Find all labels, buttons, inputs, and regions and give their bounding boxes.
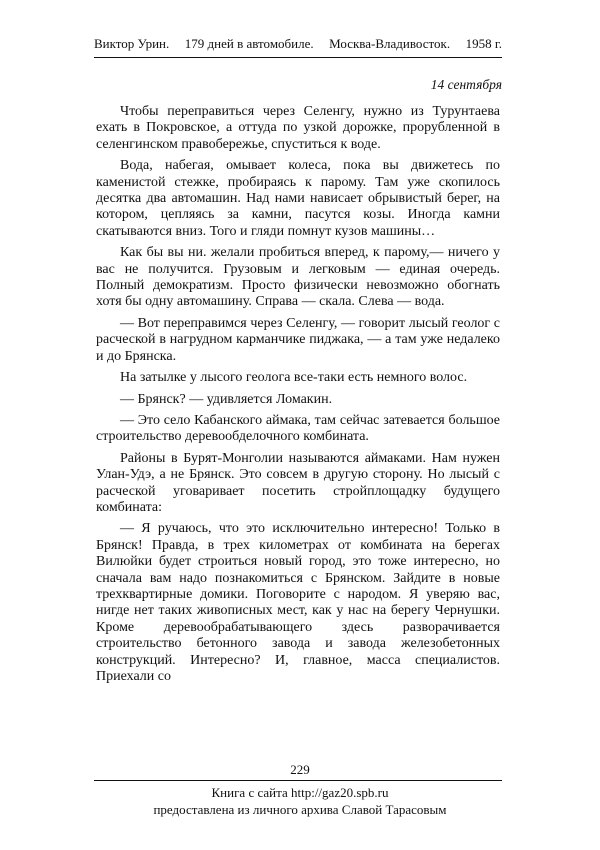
- paragraph: — Я ручаюсь, что это исключительно интересно! Только в Брянск! Правда, в трех километрах от комбината на берегах Вилюйки будет строиться новый город, это тоже интересно, но сначала вам надо познакомиться с Брянском. Зайдите в новые трехквартирные домики. Поговорите с народом. Я уверяю вас, нигде нет таких живописных мест, как у нас на берегу Чернушки. Кроме деревообрабатывающего здесь разворачивается строительство бетонного завода и завода железобетонных конструкций. Интересно? И, главное, масса специалистов. Приехали со: [96, 521, 500, 684]
- header-route: Москва-Владивосток.: [329, 36, 451, 51]
- paragraph: Чтобы переправиться через Селенгу, нужно из Турунтаева ехать в Покровское, а оттуда по узкой дорожке, прорубленной в селенгинском правобережье, спуститься к воде.: [96, 104, 500, 152]
- paragraph: — Вот переправимся через Селенгу, — говорит лысый геолог с расческой в нагрудном карманчике пиджака, — а там уже недалеко и до Брянска.: [96, 315, 500, 364]
- paragraph: — Брянск? — удивляется Ломакин.: [120, 391, 333, 407]
- header-title: 179 дней в автомобиле.: [184, 36, 314, 51]
- footer-credit-line: предоставлена из личного архива Славой Тарасовым: [153, 802, 447, 817]
- footer-source-line: Книга с сайта http://gaz20.spb.ru: [211, 785, 389, 800]
- paragraph: Районы в Бурят-Монголии называются аймаками. Нам нужен Улан-Удэ, а не Брянск. Это совсем в другую сторону. Но лысый с расческой уговаривает посетить стройплощадку будущего комбината:: [96, 450, 500, 515]
- paragraph: — Это село Кабанского аймака, там сейчас затевается большое строительство деревообделочного комбината.: [96, 412, 500, 445]
- header-author: Виктор Урин.: [94, 36, 170, 51]
- footer-divider: [94, 780, 502, 781]
- header-divider: [94, 57, 502, 58]
- entry-date: 14 сентября: [430, 77, 502, 92]
- page-number: 229: [290, 762, 310, 777]
- body-text: [96, 104, 500, 690]
- header-year: 1958 г.: [465, 36, 502, 51]
- paragraph: Как бы вы ни. желали пробиться вперед, к парому,— ничего у вас не получится. Грузовым и легковым — единая очередь. Полный демократизм. Просто физически невозможно обогнать хотя бы одну автомашину. Справа — скала. Слева — вода.: [96, 245, 500, 310]
- running-header: [94, 36, 502, 52]
- paragraph: На затылке у лысого геолога все-таки есть немного волос.: [120, 370, 468, 386]
- paragraph: Вода, набегая, омывает колеса, пока вы движетесь по каменистой стежке, пробираясь к парому. Там уже скопилось десятка два автомашин. Над нами нависает обрывистый берег, на котором, цепляясь за камни, пасутся козы. Иногда камни скатываются вниз. Того и гляди помнут кузов машины…: [96, 158, 500, 239]
